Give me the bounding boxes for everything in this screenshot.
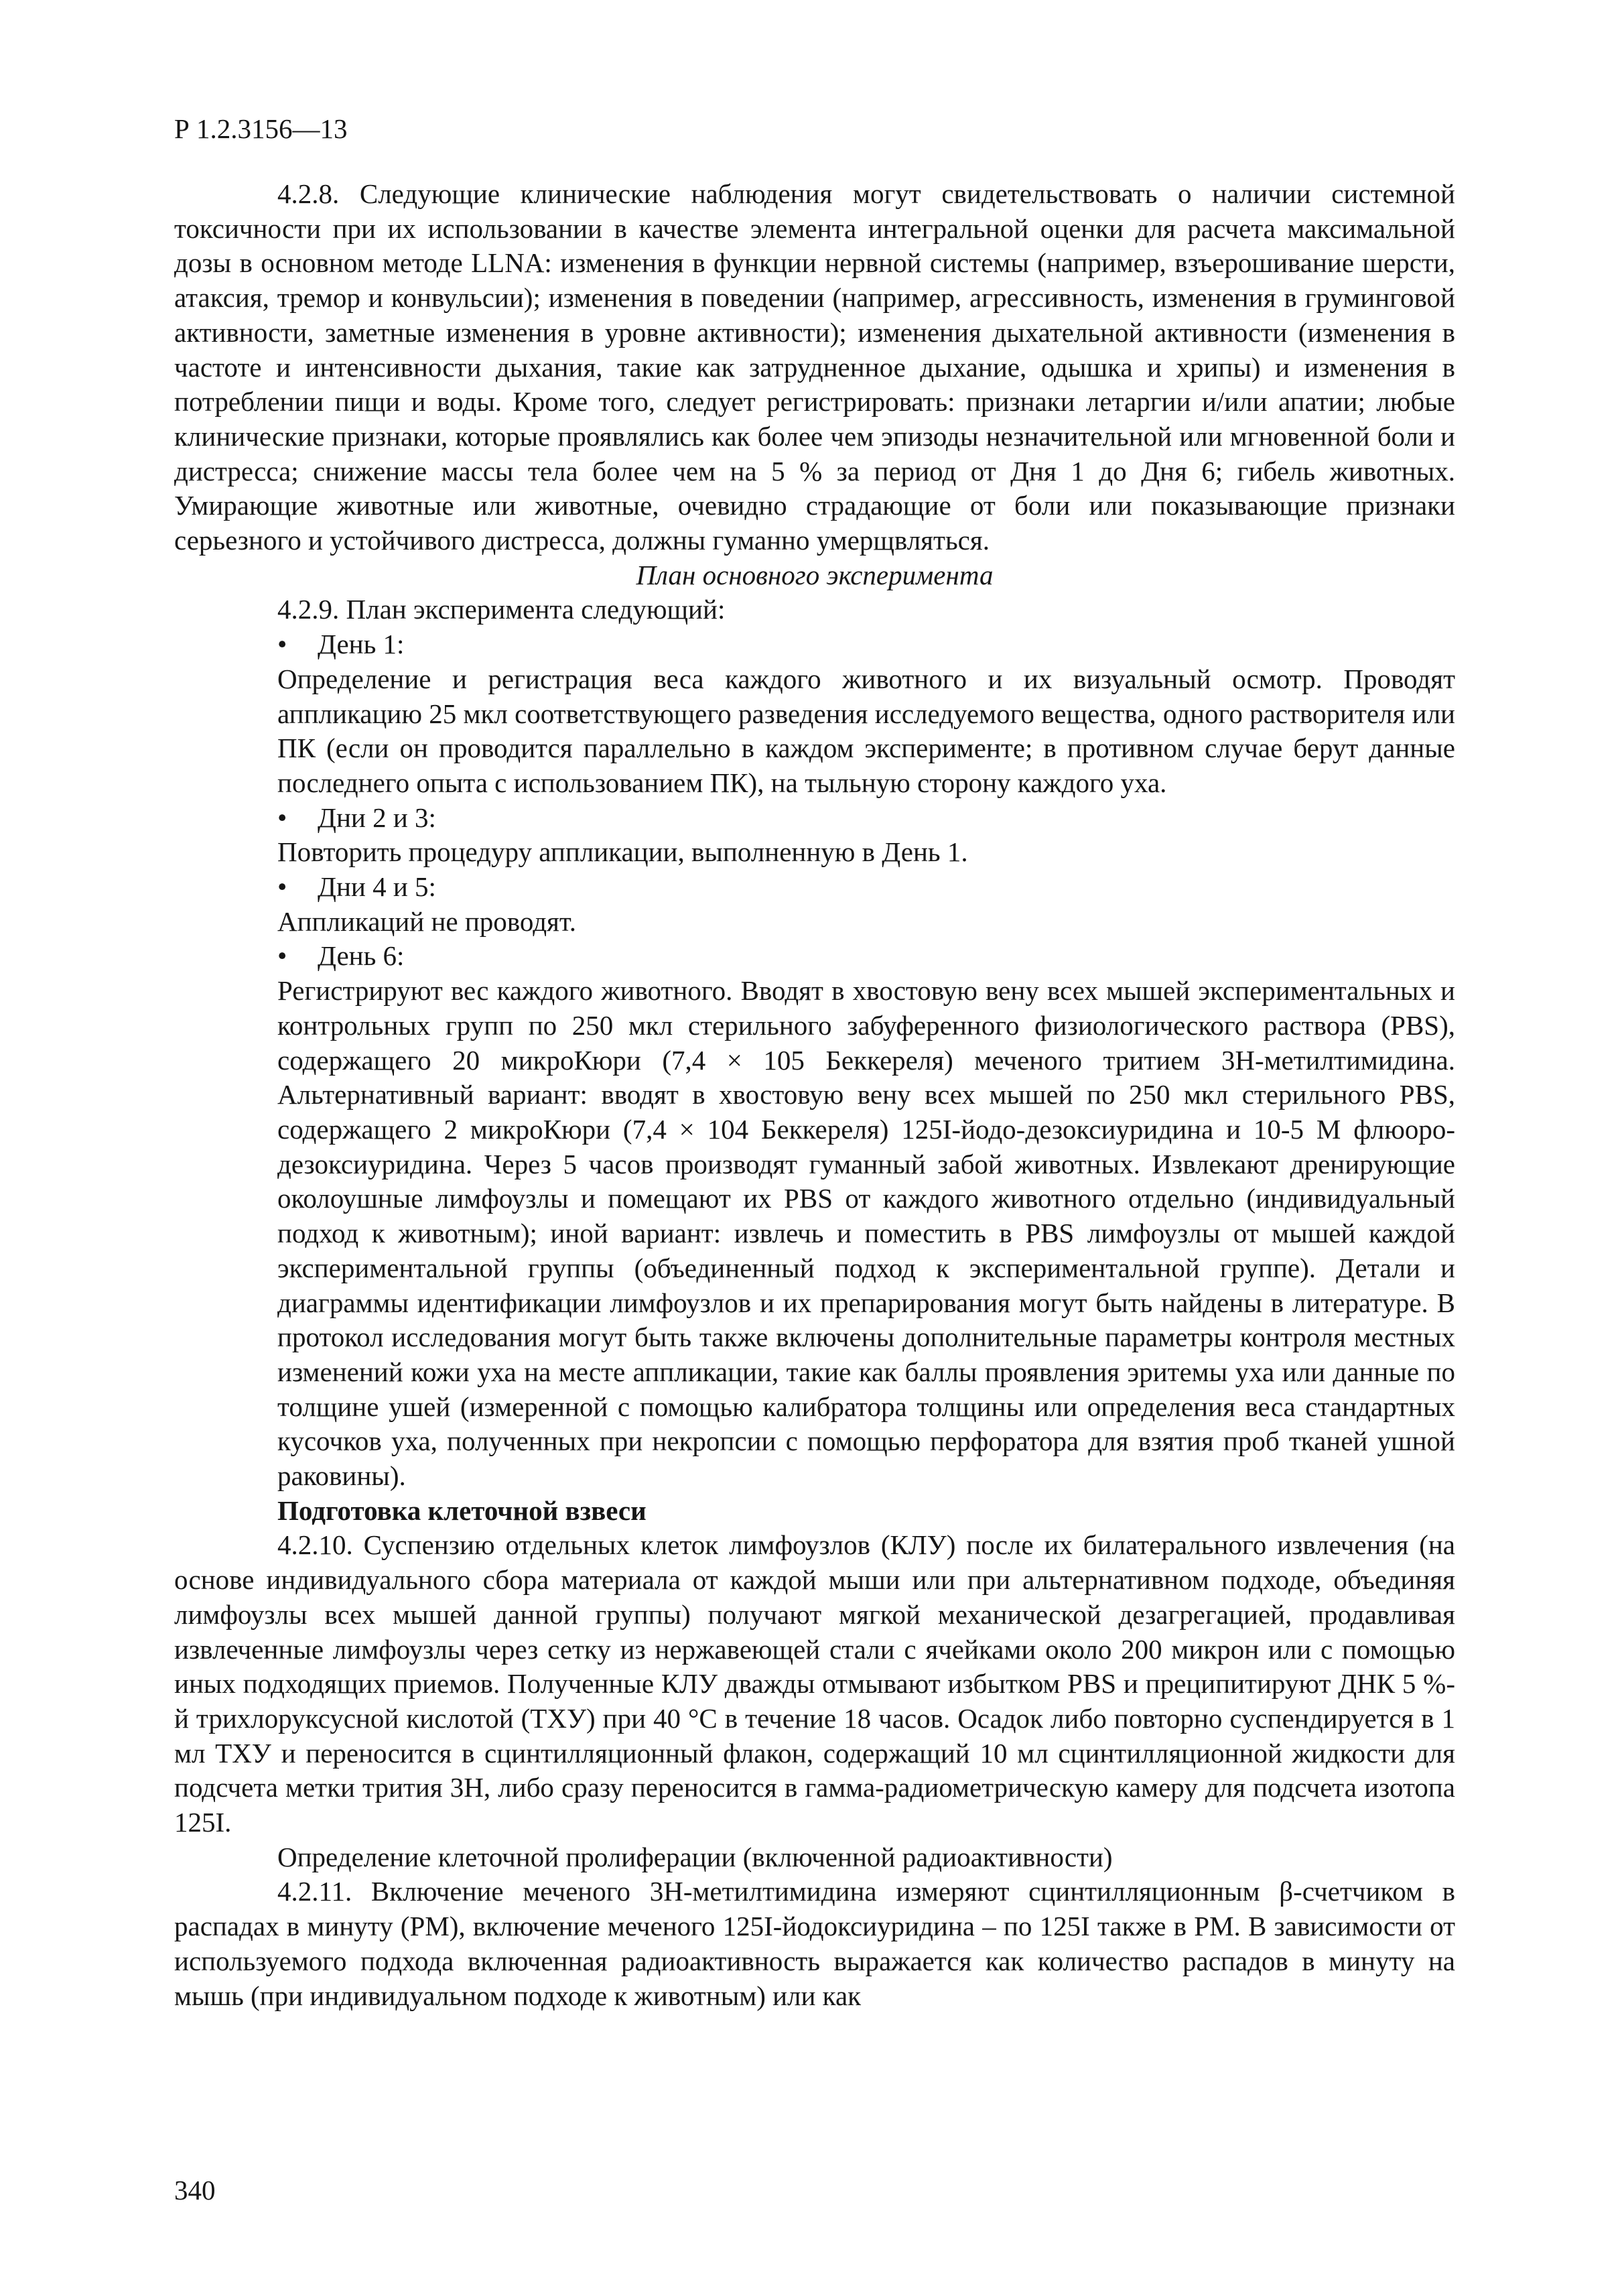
paragraph-4-2-10: 4.2.10. Суспензию отдельных клеток лимфоузлов (КЛУ) после их билатерального извлечения (на основе индивидуального сбора материала от каждой мыши или при альтернативном подходе, объединяя лимфоузлы всех мышей данной группы) получают мягкой механической дезагрегацией, продавливая извлеченные лимфоузлы через сетку из нержавеющей стали с ячейками около 200 микрон или с помощью иных подходящих приемов. Полученные КЛУ дважды отмывают избытком PBS и преципитируют ДНК 5 %-й трихлоруксусной кислотой (ТХУ) при 40 °С в течение 18 часов. Осадок либо повторно суспендируется в 1 мл ТХУ и переносится в сцинтилляционный флакон, содержащий 10 мл сцинтилляционной жидкости для подсчета метки трития 3Н, либо сразу переносится в гамма-радиометрическую камеру для подсчета изотопа 125I.	[174, 1529, 1455, 1838]
list-item-label: Дни 4 и 5:	[318, 871, 436, 903]
list-item-label: Дни 2 и 3:	[318, 802, 436, 833]
section-title-cell-suspension: Подготовка клеточной взвеси	[277, 1494, 647, 1526]
bullet-icon: •	[277, 629, 287, 660]
list-item-label: День 1:	[318, 629, 405, 660]
list-item-day-6	[174, 939, 1455, 974]
day-6-description: Регистрируют вес каждого животного. Вводят в хвостовую вену всех мышей экспериментальных и контрольных групп по 250 мкл стерильного забуференного физиологического раствора (PBS), содержащего 20 микроКюри (7,4 × 105 Беккереля) меченого тритием 3Н-метилтимидина. Альтернативный вариант: вводят в хвостовую вену всех мышей по 250 мкл стерильного PBS, содержащего 2 микроКюри (7,4 × 104 Беккереля) 125I-йодо-дезоксиуридина и 10-5 М флюоро-дезоксиуридина. Через 5 часов производят гуманный забой животных. Извлекают дренирующие околоушные лимфоузлы и помещают их PBS от каждого животного отдельно (индивидуальный подход к животным); иной вариант: извлечь и поместить в PBS лимфоузлы от мышей каждой экспериментальной группы (объединенный подход к экспериментальной группе). Детали и диаграммы идентификации лимфоузлов и их препарирования могут быть найдены в литературе. В протокол исследования могут быть также включены дополнительные параметры контроля местных изменений кожи уха на месте аппликации, такие как баллы проявления эритемы уха или данные по толщине ушей (измеренной с помощью калибратора толщины или определения веса стандартных кусочков уха, полученных при некропсии с помощью перфоратора для взятия проб тканей ушной раковины).	[277, 975, 1455, 1492]
list-item-label: День 6:	[318, 940, 405, 972]
days-2-3-description: Повторить процедуру аппликации, выполненную в День 1.	[277, 836, 968, 868]
section-title-proliferation: Определение клеточной пролиферации (включенной радиоактивности)	[277, 1841, 1113, 1872]
document-code-header: Р 1.2.3156—13	[174, 113, 348, 144]
bullet-icon: •	[277, 871, 287, 903]
paragraph-4-2-9: 4.2.9. План эксперимента следующий:	[277, 594, 726, 625]
days-4-5-description: Аппликаций не проводят.	[277, 905, 576, 937]
page-number: 340	[174, 2175, 216, 2206]
page-body	[174, 177, 1455, 2013]
section-title-plan: План основного эксперимента	[636, 559, 994, 590]
paragraph-4-2-8: 4.2.8. Следующие клинические наблюдения могут свидетельствовать о наличии системной токсичности при их использовании в качестве элемента интегральной оценки для расчета максимальной дозы в основном методе LLNA: изменения в функции нервной системы (например, взъерошивание шерсти, атаксия, тремор и конвульсии); изменения в поведении (например, агрессивность, изменения в груминговой активности, заметные изменения в уровне активности); изменения дыхательной активности (изменения в частоте и интенсивности дыхания, такие как затрудненное дыхание, одышка и хрипы) и изменения в потреблении пищи и воды. Кроме того, следует регистрировать: признаки летаргии и/или апатии; любые клинические признаки, которые проявлялись как более чем эпизоды незначительной или мгновенной боли и дистресса; снижение массы тела более чем на 5 % за период от Дня 1 до Дня 6; гибель животных. Умирающие животные или животные, очевидно страдающие от боли или показывающие признаки серьезного и устойчивого дистресса, должны гуманно умерщвляться.	[174, 178, 1455, 556]
list-item-days-4-5	[174, 870, 1455, 905]
bullet-icon: •	[277, 940, 287, 972]
list-item-day-1	[174, 627, 1455, 662]
list-item-days-2-3	[174, 801, 1455, 836]
day-1-description: Определение и регистрация веса каждого животного и их визуальный осмотр. Проводят аппликацию 25 мкл соответствующего разведения исследуемого вещества, одного растворителя или ПК (если он проводится параллельно в каждом эксперименте; в противном случае берут данные последнего опыта с использованием ПК), на тыльную сторону каждого уха.	[277, 663, 1455, 798]
paragraph-4-2-11: 4.2.11. Включение меченого 3Н-метилтимидина измеряют сцинтилляционным β-счетчиком в распадах в минуту (РМ), включение меченого 125I-йодоксиуридина – по 125I также в РМ. В зависимости от используемого подхода включенная радиоактивность выражается как количество распадов в минуту на мышь (при индивидуальном подходе к животным) или как	[174, 1876, 1455, 2011]
bullet-icon: •	[277, 802, 287, 833]
